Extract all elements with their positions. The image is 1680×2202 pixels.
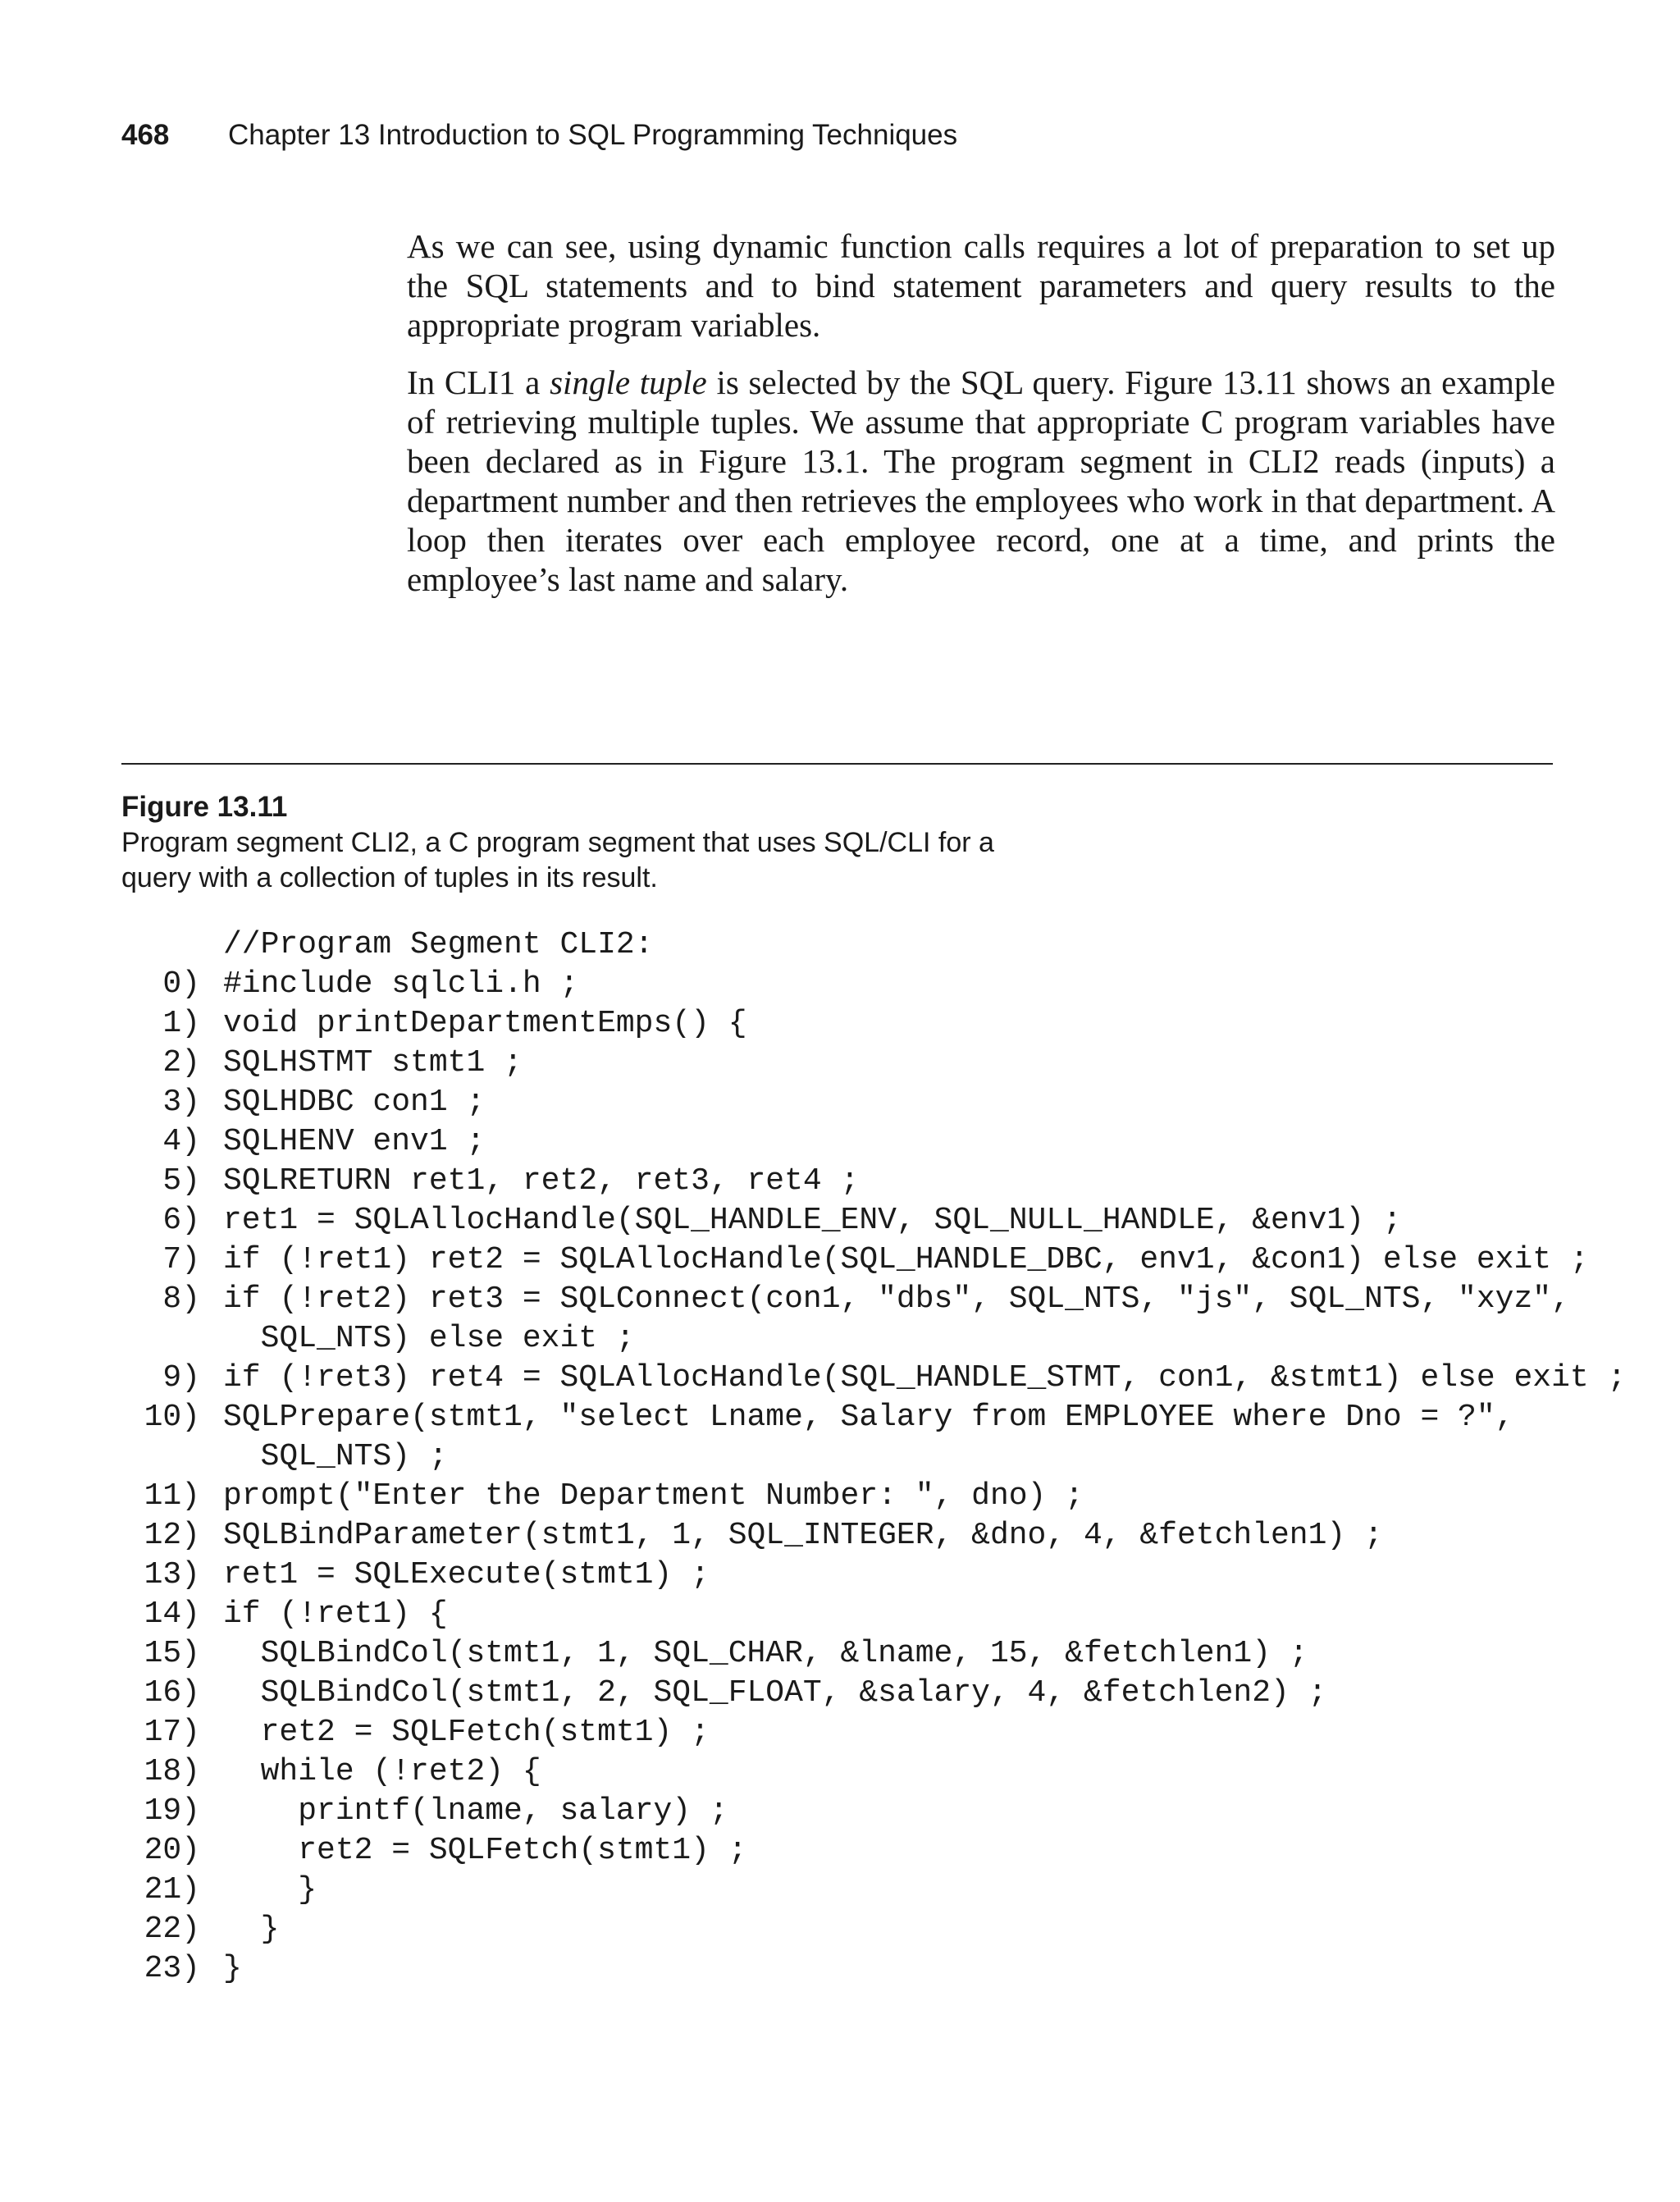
code-text: if (!ret3) ret4 = SQLAllocHandle(SQL_HANDLE_STMT, con1, &stmt1) else exit ; bbox=[223, 1360, 1627, 1396]
line-number: 23) bbox=[144, 1951, 200, 1986]
code-text: } bbox=[223, 1912, 280, 1947]
code-line bbox=[115, 1831, 1626, 1871]
code-line bbox=[115, 1044, 1626, 1083]
running-header bbox=[121, 115, 957, 156]
code-listing bbox=[115, 925, 1626, 1989]
code-line bbox=[115, 1949, 1626, 1989]
line-number: 5) bbox=[162, 1163, 200, 1199]
code-line bbox=[115, 1437, 1626, 1477]
code-text: SQLBindCol(stmt1, 1, SQL_CHAR, &lname, 15, &fetchlen1) ; bbox=[223, 1636, 1308, 1671]
line-number: 11) bbox=[144, 1478, 200, 1514]
code-text: prompt("Enter the Department Number: ", dno) ; bbox=[223, 1478, 1084, 1514]
code-text: while (!ret2) { bbox=[223, 1754, 541, 1789]
code-line bbox=[115, 1398, 1626, 1437]
code-line bbox=[115, 1516, 1626, 1556]
line-number: 21) bbox=[144, 1872, 200, 1907]
code-line bbox=[115, 1359, 1626, 1398]
code-line bbox=[115, 965, 1626, 1004]
code-line bbox=[115, 1871, 1626, 1910]
page-number: 468 bbox=[121, 119, 170, 151]
code-text: } bbox=[223, 1951, 242, 1986]
figure-label: Figure 13.11 bbox=[121, 791, 288, 823]
code-line bbox=[115, 1004, 1626, 1044]
code-line bbox=[115, 1634, 1626, 1674]
code-line bbox=[115, 1674, 1626, 1713]
code-text: if (!ret1) { bbox=[223, 1597, 448, 1632]
code-line bbox=[115, 1319, 1626, 1359]
line-number: 13) bbox=[144, 1557, 200, 1592]
code-line bbox=[115, 1477, 1626, 1516]
line-number: 4) bbox=[162, 1124, 200, 1159]
code-line bbox=[115, 1201, 1626, 1240]
code-line bbox=[115, 1083, 1626, 1122]
line-number: 12) bbox=[144, 1518, 200, 1553]
emphasis-single-tuple: single tuple bbox=[550, 363, 707, 401]
paragraph-2-rest: is selected by the SQL query. Figure 13.11 shows an example of retrieving multiple tuples. We assume that appropriate C program variables have been declared as in Figure 13.1. The program segment in CLI2 reads (inputs) a department number and then retrieves the employees who work in that department. A loop then iterates over each employee record, one at a time, and prints the employee’s last name and salary. bbox=[407, 363, 1555, 598]
running-title: Chapter 13 Introduction to SQL Programming Techniques bbox=[228, 119, 958, 151]
code-text: SQLPrepare(stmt1, "select Lname, Salary from EMPLOYEE where Dno = ?", bbox=[223, 1400, 1514, 1435]
code-text: } bbox=[223, 1872, 317, 1907]
line-number: 1) bbox=[162, 1006, 200, 1041]
line-number: 14) bbox=[144, 1597, 200, 1632]
code-line bbox=[115, 1162, 1626, 1201]
code-line bbox=[115, 1910, 1626, 1949]
line-number: 2) bbox=[162, 1045, 200, 1080]
line-number: 8) bbox=[162, 1281, 200, 1317]
paragraph-2-start: In CLI1 a bbox=[407, 363, 550, 401]
line-number: 7) bbox=[162, 1242, 200, 1277]
code-text: ret1 = SQLExecute(stmt1) ; bbox=[223, 1557, 710, 1592]
code-line bbox=[115, 925, 1626, 965]
code-text: if (!ret1) ret2 = SQLAllocHandle(SQL_HANDLE_DBC, env1, &con1) else exit ; bbox=[223, 1242, 1589, 1277]
code-text: SQLHSTMT stmt1 ; bbox=[223, 1045, 523, 1080]
figure-divider bbox=[121, 763, 1553, 765]
code-text: SQLRETURN ret1, ret2, ret3, ret4 ; bbox=[223, 1163, 860, 1199]
code-text: if (!ret2) ret3 = SQLConnect(con1, "dbs", SQL_NTS, "js", SQL_NTS, "xyz", bbox=[223, 1281, 1570, 1317]
line-number: 15) bbox=[144, 1636, 200, 1671]
paragraph-1: As we can see, using dynamic function calls requires a lot of preparation to set up the SQL statements and to bind statement parameters and query results to the appropriate program variables. bbox=[407, 227, 1555, 344]
body-text bbox=[407, 226, 1555, 617]
code-text: ret2 = SQLFetch(stmt1) ; bbox=[223, 1715, 710, 1750]
code-text: ret1 = SQLAllocHandle(SQL_HANDLE_ENV, SQL_NULL_HANDLE, &env1) ; bbox=[223, 1203, 1402, 1238]
paragraph-2 bbox=[407, 363, 1555, 599]
figure-caption: Program segment CLI2, a C program segment that uses SQL/CLI for a query with a collection of tuples in its result. bbox=[121, 827, 994, 893]
code-line bbox=[115, 1595, 1626, 1634]
line-number: 6) bbox=[162, 1203, 200, 1238]
line-number: 3) bbox=[162, 1085, 200, 1120]
code-text: SQLBindCol(stmt1, 2, SQL_FLOAT, &salary, 4, &fetchlen2) ; bbox=[223, 1675, 1327, 1711]
code-text: #include sqlcli.h ; bbox=[223, 966, 579, 1002]
code-line bbox=[115, 1752, 1626, 1792]
code-text: ret2 = SQLFetch(stmt1) ; bbox=[223, 1833, 747, 1868]
code-text: SQLBindParameter(stmt1, 1, SQL_INTEGER, &dno, 4, &fetchlen1) ; bbox=[223, 1518, 1383, 1553]
line-number: 19) bbox=[144, 1793, 200, 1829]
code-line bbox=[115, 1792, 1626, 1831]
code-line bbox=[115, 1280, 1626, 1319]
line-number: 9) bbox=[162, 1360, 200, 1396]
line-number: 16) bbox=[144, 1675, 200, 1711]
line-number: 20) bbox=[144, 1833, 200, 1868]
code-line bbox=[115, 1240, 1626, 1280]
line-number: 17) bbox=[144, 1715, 200, 1750]
code-text: void printDepartmentEmps() { bbox=[223, 1006, 747, 1041]
line-number: 22) bbox=[144, 1912, 200, 1947]
code-text: //Program Segment CLI2: bbox=[223, 927, 654, 962]
code-text: printf(lname, salary) ; bbox=[223, 1793, 728, 1829]
code-line bbox=[115, 1122, 1626, 1162]
code-text: SQLHDBC con1 ; bbox=[223, 1085, 486, 1120]
line-number: 10) bbox=[144, 1400, 200, 1435]
code-line bbox=[115, 1556, 1626, 1595]
code-line bbox=[115, 1713, 1626, 1752]
code-text: SQL_NTS) else exit ; bbox=[223, 1321, 635, 1356]
line-number: 18) bbox=[144, 1754, 200, 1789]
code-text: SQLHENV env1 ; bbox=[223, 1124, 486, 1159]
code-text: SQL_NTS) ; bbox=[223, 1439, 448, 1474]
line-number: 0) bbox=[162, 966, 200, 1002]
